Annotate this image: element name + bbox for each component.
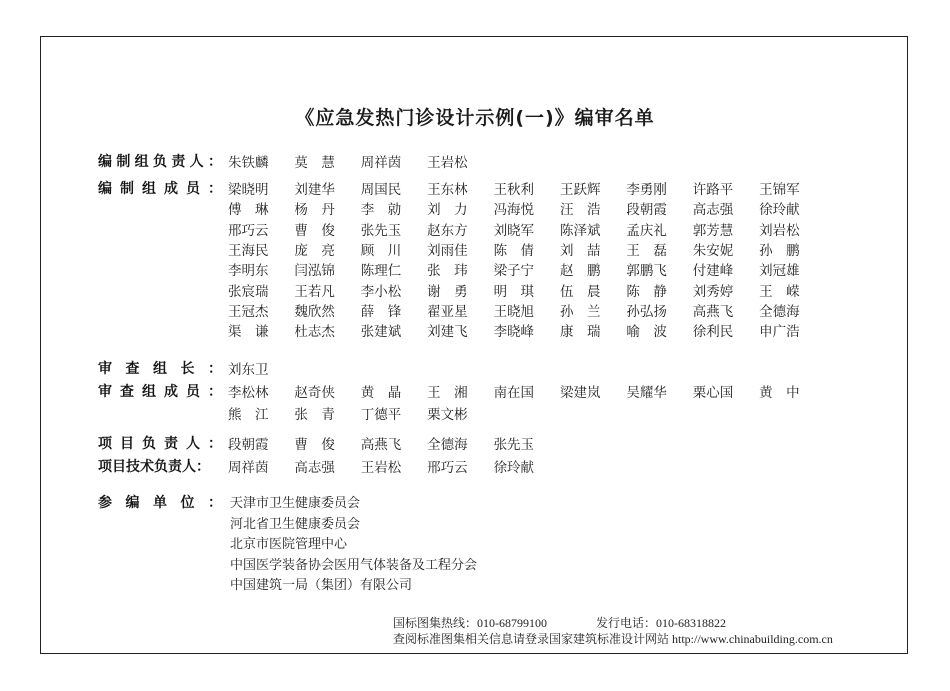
label-char: 负 xyxy=(152,154,167,170)
person-name: 朱铁麟 xyxy=(228,155,269,171)
person-name: 高燕飞 xyxy=(692,303,734,320)
person-name: 徐利民 xyxy=(692,324,734,341)
label-char: 组 xyxy=(153,361,167,377)
person-name: 郭鹏飞 xyxy=(626,263,667,280)
label-char: 审 xyxy=(98,361,112,377)
person-name: 陈泽斌 xyxy=(559,222,601,239)
label-char: ： xyxy=(208,384,222,400)
person-name: 曹 俊 xyxy=(294,222,335,239)
label-char: ： xyxy=(208,181,222,197)
person-name: 曹 俊 xyxy=(294,437,335,453)
person-name: 申广浩 xyxy=(759,324,800,341)
person-name: 汪 浩 xyxy=(559,202,601,219)
person-name: 栗心国 xyxy=(692,385,734,401)
participating-unit: 天津市卫生健康委员会 xyxy=(230,496,361,511)
label-char: 单 xyxy=(153,495,167,511)
person-name: 王锦军 xyxy=(759,182,800,198)
person-name: 李明东 xyxy=(228,263,269,280)
person-name: 黄 中 xyxy=(759,385,800,401)
label-char: 人 xyxy=(189,154,204,170)
person-name: 全德海 xyxy=(427,437,468,453)
person-name: 顾 川 xyxy=(360,242,402,259)
review-members-label xyxy=(98,381,222,401)
participating-unit: 中国建筑一局（集团）有限公司 xyxy=(230,578,413,593)
label-char: 成 xyxy=(164,384,178,400)
person-name: 杨 丹 xyxy=(294,202,335,219)
name-list xyxy=(228,403,918,423)
person-name: 翟亚星 xyxy=(427,303,468,320)
person-name: 刘秀婷 xyxy=(692,283,734,300)
project-lead-names xyxy=(228,433,918,453)
label-char: 组 xyxy=(142,181,156,197)
label-char: 编 xyxy=(98,181,112,197)
person-name: 杜志杰 xyxy=(294,324,335,341)
person-name: 李松林 xyxy=(228,385,269,401)
person-name: 许路平 xyxy=(692,182,734,198)
person-name: 梁晓明 xyxy=(228,182,269,198)
person-name: 李 勍 xyxy=(360,202,402,219)
person-name: 全德海 xyxy=(759,303,800,320)
footer-website: 查阅标准图集相关信息请登录国家建筑标准设计网站 http://www.chinabuilding.com.cn xyxy=(393,632,833,646)
person-name: 邢巧云 xyxy=(427,460,468,476)
person-name: 南在国 xyxy=(493,385,535,401)
person-name: 陈理仁 xyxy=(360,263,402,280)
label-char: 项 xyxy=(98,436,112,452)
label-char: 人 xyxy=(186,436,200,452)
person-name: 莫 慧 xyxy=(294,155,335,171)
label-char: 查 xyxy=(120,384,134,400)
project-lead-label xyxy=(98,433,222,453)
person-name: 冯海悦 xyxy=(493,202,535,219)
label-char: ： xyxy=(208,495,222,511)
label-char: 成 xyxy=(164,181,178,197)
person-name: 康 瑞 xyxy=(559,324,601,341)
person-name: 明 琪 xyxy=(493,283,535,300)
label-char: ： xyxy=(208,436,222,452)
person-name: 吴耀华 xyxy=(626,385,667,401)
name-list xyxy=(228,280,918,300)
name-list xyxy=(228,198,918,218)
person-name: 傅 琳 xyxy=(228,202,269,219)
person-name: 孙 鹏 xyxy=(759,242,800,259)
label-char: 制 xyxy=(120,181,134,197)
footer-hotline: 国标图集热线：010-68799100 xyxy=(393,616,547,630)
label-char: 位 xyxy=(180,495,195,511)
person-name: 周祥茵 xyxy=(360,155,402,171)
person-name: 栗文彬 xyxy=(427,407,468,423)
label-char: 审 xyxy=(98,384,112,400)
person-name: 庞 亮 xyxy=(294,242,335,259)
person-name: 孙弘扬 xyxy=(626,303,667,320)
person-name: 高燕飞 xyxy=(360,437,402,453)
tech-lead-names xyxy=(228,456,918,476)
label-char: ： xyxy=(208,361,222,377)
person-name: 王岩松 xyxy=(360,460,402,476)
label-char: 负 xyxy=(142,436,156,452)
participating-unit: 北京市医院管理中心 xyxy=(230,537,348,552)
person-name: 王若凡 xyxy=(294,283,335,300)
person-name: 王东林 xyxy=(427,182,468,198)
name-list xyxy=(228,300,918,320)
label-char: 参 xyxy=(98,495,112,511)
person-name: 伍 晨 xyxy=(559,283,601,300)
person-name: 喻 波 xyxy=(626,324,667,341)
person-name: 闫泓锦 xyxy=(294,263,335,280)
label-char: 组 xyxy=(134,154,149,170)
person-name: 朱安妮 xyxy=(692,242,734,259)
person-name: 丁德平 xyxy=(360,407,402,423)
person-name: 陈 静 xyxy=(626,283,667,300)
person-name: 刘 喆 xyxy=(559,242,601,259)
person-name: 周祥茵 xyxy=(228,460,269,476)
person-name: 段朝霞 xyxy=(228,437,269,453)
person-name: 魏欣然 xyxy=(294,303,335,320)
person-name: 王 湘 xyxy=(427,385,468,401)
person-name: 熊 江 xyxy=(228,407,269,423)
label-char: 目 xyxy=(120,436,134,452)
person-name: 谢 勇 xyxy=(427,283,468,300)
label-char: 查 xyxy=(125,361,140,377)
person-name: 付建峰 xyxy=(692,263,734,280)
person-name: 刘 力 xyxy=(427,202,468,219)
person-name: 张宸瑞 xyxy=(228,283,269,300)
label-char: 员 xyxy=(186,181,200,197)
label-char: ： xyxy=(207,154,222,170)
person-name: 孟庆礼 xyxy=(626,222,667,239)
person-name: 黄 晶 xyxy=(360,385,402,401)
name-list xyxy=(228,178,918,198)
person-name: 高志强 xyxy=(294,460,335,476)
person-name: 张先玉 xyxy=(493,437,535,453)
person-name: 刘雨佳 xyxy=(427,242,468,259)
person-name: 王跃辉 xyxy=(559,182,601,198)
person-name: 刘东卫 xyxy=(228,362,269,378)
person-name: 徐玲献 xyxy=(759,202,800,219)
name-list xyxy=(228,219,918,239)
person-name: 高志强 xyxy=(692,202,734,219)
person-name: 王冠杰 xyxy=(228,303,269,320)
person-name: 张 青 xyxy=(294,407,335,423)
tech-lead-label: 项目技术负责人： xyxy=(98,459,210,475)
person-name: 王岩松 xyxy=(427,155,468,171)
person-name: 李晓峰 xyxy=(493,324,535,341)
label-char: 编 xyxy=(98,154,112,170)
person-name: 陈 倩 xyxy=(493,242,535,259)
person-name: 邢巧云 xyxy=(228,222,269,239)
person-name: 刘冠雄 xyxy=(759,263,800,280)
units-label xyxy=(98,492,222,512)
person-name: 薛 锋 xyxy=(360,303,402,320)
person-name: 王 嵘 xyxy=(759,283,800,300)
person-name: 郭芳慧 xyxy=(692,222,734,239)
person-name: 张 玮 xyxy=(427,263,468,280)
person-name: 李小松 xyxy=(360,283,402,300)
review-lead-label xyxy=(98,358,222,378)
label-char: 员 xyxy=(186,384,200,400)
person-name: 刘建华 xyxy=(294,182,335,198)
participating-unit: 中国医学装备协会医用气体装备及工程分会 xyxy=(230,557,478,573)
footer-phone: 发行电话：010-68318822 xyxy=(596,616,726,630)
person-name: 赵 鹏 xyxy=(559,263,601,280)
person-name: 渠 谦 xyxy=(228,324,269,341)
participating-unit: 河北省卫生健康委员会 xyxy=(230,516,361,532)
name-list xyxy=(228,259,918,279)
person-name: 刘建飞 xyxy=(427,324,468,341)
review-lead-names xyxy=(228,358,918,378)
person-name: 李勇刚 xyxy=(626,182,667,198)
person-name: 王秋利 xyxy=(493,182,535,198)
label-char: 长 xyxy=(180,361,195,377)
person-name: 段朝霞 xyxy=(626,202,667,219)
person-name: 徐玲献 xyxy=(493,460,535,476)
person-name: 张建斌 xyxy=(360,324,402,341)
name-list xyxy=(228,381,918,401)
person-name: 王海民 xyxy=(228,242,269,259)
person-name: 张先玉 xyxy=(360,222,402,239)
label-char: 组 xyxy=(142,384,156,400)
name-list xyxy=(228,320,918,340)
person-name: 王 磊 xyxy=(626,242,667,259)
person-name: 梁建岚 xyxy=(559,385,601,401)
editor-members-label xyxy=(98,178,222,198)
editor-lead-label xyxy=(98,151,222,171)
person-name: 王晓旭 xyxy=(493,303,535,320)
person-name: 赵奇侠 xyxy=(294,385,335,401)
person-name: 刘晓军 xyxy=(493,222,535,239)
label-char: 责 xyxy=(171,154,186,170)
person-name: 赵东方 xyxy=(427,222,468,239)
label-char: 制 xyxy=(116,154,131,170)
person-name: 孙 兰 xyxy=(559,303,601,320)
name-list xyxy=(228,239,918,259)
person-name: 刘岩松 xyxy=(759,222,800,239)
label-char: 编 xyxy=(125,495,140,511)
label-char: 责 xyxy=(164,436,178,452)
person-name: 周国民 xyxy=(360,182,402,198)
person-name: 梁子宁 xyxy=(493,263,535,280)
editor-lead-names xyxy=(228,151,918,171)
document-title: 《应急发热门诊设计示例(一)》编审名单 xyxy=(295,107,655,129)
